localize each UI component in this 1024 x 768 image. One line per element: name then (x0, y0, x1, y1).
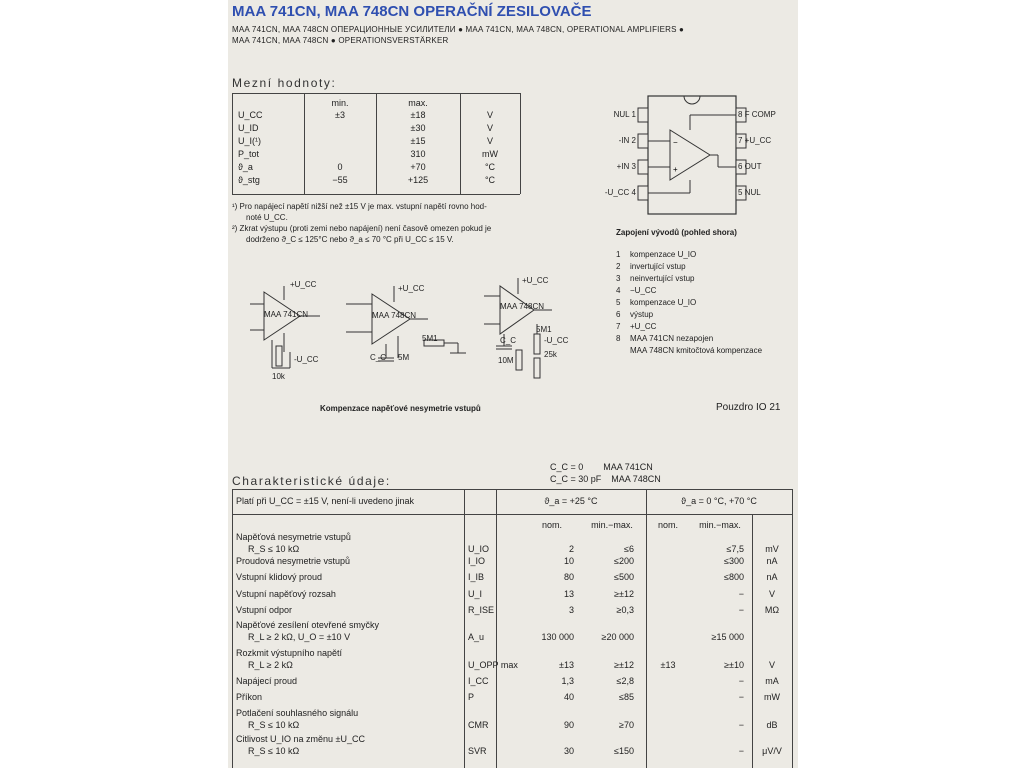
pin-2-label: -IN 2 (618, 136, 636, 145)
char-row-nom-25: 90 (563, 720, 574, 730)
temp-header-1: ϑ_a = +25 °C (544, 496, 598, 506)
limits-unit: V (486, 123, 493, 133)
char-row-name: Proudová nesymetrie vstupů (236, 556, 351, 566)
cc-note-2: C_C = 30 pF MAA 748CN (550, 474, 661, 484)
limits-unit: mW (482, 149, 498, 159)
limits-param: P_tot (238, 149, 260, 159)
pin-list-text: invertující vstup (630, 262, 686, 271)
char-row-unit: V (768, 589, 775, 599)
char-row-symbol: I_IB (468, 572, 485, 582)
char-row-minmax-25: ≤85 (619, 692, 634, 702)
circuit-3-mvcc-label: -U_CC (544, 336, 569, 345)
limits-max: ±18 (410, 110, 426, 120)
pin-3-label: +IN 3 (616, 162, 636, 171)
limits-param: U_ID (238, 123, 259, 133)
char-row-name: Potlačení souhlasného signálu (236, 708, 359, 718)
char-row-condition: R_L ≥ 2 kΩ, U_O = ±10 V (248, 632, 351, 642)
char-row-minmax-range: ≥15 000 (711, 632, 744, 642)
subtitle-line-1: MAA 741CN, MAA 748CN ОПЕРАЦИОННЫЕ УСИЛИТЕЛИ ● MAA 741CN, MAA 748CN, OPERATIONAL AMPLIFIERS ● (232, 25, 685, 34)
pin-list-text: +U_CC (630, 322, 657, 331)
limits-unit: V (486, 110, 493, 120)
limits-min: −55 (332, 175, 348, 185)
pin-list-text: neinvertující vstup (630, 274, 695, 283)
circuit-2-r5m1-label: 5M1 (422, 334, 438, 343)
circuit-3-r10m-label: 10M (498, 356, 514, 365)
char-row-unit: mA (765, 676, 779, 686)
char-row-minmax-25: ≤6 (624, 544, 634, 554)
char-row-nom-25: ±13 (559, 660, 574, 670)
char-row-unit: dB (766, 720, 778, 730)
char-row-minmax-range: − (738, 605, 744, 615)
pin-list-text: kompenzace U_IO (630, 298, 697, 307)
char-row-symbol: CMR (468, 720, 489, 730)
circuit-1-r10k-label: 10k (272, 372, 285, 381)
char-row-nom-25: 10 (563, 556, 574, 566)
pin-list-number: 4 (616, 286, 621, 295)
limits-max: 310 (410, 149, 426, 159)
limits-max: +70 (410, 162, 426, 172)
char-row-minmax-25: ≤150 (614, 746, 634, 756)
char-row-condition: R_L ≥ 2 kΩ (248, 660, 293, 670)
char-row-minmax-25: ≥±12 (614, 660, 634, 670)
char-row-minmax-25: ≤200 (614, 556, 634, 566)
package-label: Pouzdro IO 21 (716, 402, 781, 413)
char-row-condition: R_S ≤ 10 kΩ (248, 746, 300, 756)
char-row-nom-25: 1,3 (561, 676, 574, 686)
limits-max: +125 (407, 175, 429, 185)
pin-list-text: MAA 741CN nezapojen (630, 334, 714, 343)
pin-list-number: 1 (616, 250, 621, 259)
limits-param: U_I(¹) (238, 136, 261, 146)
col-head-minmax-2: min.−max. (699, 520, 741, 530)
limits-param: ϑ_a (238, 162, 253, 172)
char-row-nom-25: 40 (563, 692, 574, 702)
circuit-3-vcc-label: +U_CC (522, 276, 549, 285)
char-row-symbol: I_IO (468, 556, 486, 566)
char-row-minmax-range: − (738, 676, 744, 686)
circuit-1-chip-label: MAA 741CN (264, 310, 309, 319)
char-row-nom-25: 130 000 (541, 632, 574, 642)
limits-max: ±30 (410, 123, 426, 133)
circuit-3-cc-label: C_C (500, 336, 517, 345)
char-row-name: Vstupní klidový proud (236, 572, 323, 582)
char-row-name: Citlivost U_IO na změnu ±U_CC (236, 734, 365, 744)
pin-list-number: 6 (616, 310, 621, 319)
limits-note-2: ²) Zkrat výstupu (proti zemi nebo napájení) není časově omezen pokud je (232, 224, 492, 233)
col-head-minmax-1: min.−max. (591, 520, 633, 530)
col-head-nom-1: nom. (541, 520, 562, 530)
char-row-symbol: U_I (468, 589, 483, 599)
limits-note-1: ¹) Pro napájecí napětí nižší než ±15 V je max. vstupní napětí rovno hod- (232, 202, 487, 211)
circuit-2-r5m-label: 5M (398, 353, 410, 362)
pin-7-label: 7 +U_CC (738, 136, 772, 145)
characteristics-section-title: Charakteristické údaje: (232, 474, 391, 488)
char-row-name: Příkon (236, 692, 263, 702)
char-row-minmax-25: ≥70 (619, 720, 634, 730)
char-row-unit: nA (766, 572, 778, 582)
pin-list-text: kompenzace U_IO (630, 250, 697, 259)
char-row-unit: μV/V (762, 746, 782, 756)
pin-list-number: 5 (616, 298, 621, 307)
limits-unit: °C (484, 175, 496, 185)
limits-note-1b: noté U_CC. (246, 213, 288, 222)
char-row-name: Napěťové zesílení otevřené smyčky (236, 620, 379, 630)
char-row-symbol: SVR (468, 746, 487, 756)
char-row-unit: mV (765, 544, 779, 554)
pin-4-label: -U_CC 4 (604, 188, 636, 197)
char-row-nom-25: 30 (563, 746, 574, 756)
circuit-3-r25k-label: 25k (544, 350, 557, 359)
char-row-nom-25: 2 (568, 544, 574, 554)
char-row-symbol: U_IO (468, 544, 490, 554)
char-row-name: Rozkmit výstupního napětí (236, 648, 343, 658)
limits-max: ±15 (410, 136, 426, 146)
char-row-nom-range: ±13 (660, 660, 676, 670)
limits-section-title: Mezní hodnoty: (232, 76, 337, 90)
limits-param: ϑ_stg (238, 175, 260, 185)
char-row-minmax-range: ≤7,5 (726, 544, 744, 554)
char-row-minmax-25: ≥20 000 (601, 632, 634, 642)
char-row-nom-25: 13 (563, 589, 574, 599)
limits-param: U_CC (238, 110, 263, 120)
circuit-2-cc-label: C_C (370, 353, 387, 362)
col-head-nom-2: nom. (657, 520, 678, 530)
char-row-name: Napěťová nesymetrie vstupů (236, 532, 351, 542)
pinout-caption: Zapojení vývodů (pohled shora) (616, 228, 737, 237)
char-row-minmax-25: ≥±12 (614, 589, 634, 599)
char-row-condition: R_S ≤ 10 kΩ (248, 720, 300, 730)
char-row-unit: mW (764, 692, 780, 702)
char-row-name: Napájecí proud (236, 676, 298, 686)
char-row-symbol: A_u (468, 632, 485, 642)
temp-header-2: ϑ_a = 0 °C, +70 °C (681, 496, 757, 506)
char-row-nom-25: 80 (563, 572, 574, 582)
char-row-minmax-range: ≥±10 (724, 660, 744, 670)
pin-1-label: NUL 1 (613, 110, 636, 119)
char-row-name: Vstupní odpor (236, 605, 293, 615)
char-row-symbol: U_OPP max (468, 660, 518, 670)
pin-list-number: 7 (616, 322, 621, 331)
circuits-caption: Kompenzace napěťové nesymetrie vstupů (320, 404, 481, 413)
char-row-minmax-range: − (738, 720, 744, 730)
circuit-1-vcc-label: +U_CC (290, 280, 317, 289)
condition-header: Platí při U_CC = ±15 V, není-li uvedeno jinak (236, 496, 414, 506)
char-row-minmax-range: ≤300 (724, 556, 744, 566)
char-row-minmax-range: ≤800 (724, 572, 744, 582)
char-row-minmax-25: ≤500 (614, 572, 634, 582)
circuit-3-chip-label: MAA 748CN (500, 302, 545, 311)
char-row-unit: nA (766, 556, 778, 566)
circuit-2-vcc-label: +U_CC (398, 284, 425, 293)
char-row-nom-25: 3 (568, 605, 574, 615)
svg-text:−: − (673, 138, 678, 147)
pin-5-label: 5 NUL (738, 188, 761, 197)
char-row-minmax-25: ≥0,3 (616, 605, 634, 615)
char-row-minmax-range: − (738, 692, 744, 702)
circuit-1-mvcc-label: -U_CC (294, 355, 319, 364)
limits-unit: °C (484, 162, 496, 172)
char-row-minmax-25: ≤2,8 (616, 676, 634, 686)
char-row-symbol: I_CC (468, 676, 489, 686)
limits-head-min: min. (331, 98, 349, 108)
limits-note-2b: dodrženo ϑ_C ≤ 125°C nebo ϑ_a ≤ 70 °C při U_CC ≤ 15 V. (246, 235, 454, 244)
pin-list-text: výstup (630, 310, 654, 319)
pin-6-label: 6 OUT (738, 162, 762, 171)
subtitle-line-2: MAA 741CN, MAA 748CN ● OPERATIONSVERSTÄRKER (232, 36, 449, 45)
pin-8-label: 8 F COMP (738, 110, 776, 119)
char-row-symbol: R_ISE (468, 605, 495, 615)
cc-note-1: C_C = 0 MAA 741CN (550, 462, 653, 472)
char-row-minmax-range: − (738, 589, 744, 599)
pin-list-text: MAA 748CN kmitočtová kompenzace (630, 346, 763, 355)
char-row-unit: V (768, 660, 775, 670)
datasheet-page (228, 0, 798, 768)
limits-min: 0 (337, 162, 343, 172)
limits-head-max: max. (408, 98, 428, 108)
svg-text:+: + (673, 165, 678, 174)
limits-min: ±3 (335, 110, 345, 120)
char-row-symbol: P (468, 692, 475, 702)
limits-unit: V (486, 136, 493, 146)
char-row-minmax-range: − (738, 746, 744, 756)
char-row-condition: R_S ≤ 10 kΩ (248, 544, 300, 554)
pin-list-number: 8 (616, 334, 621, 343)
circuit-2-chip-label: MAA 748CN (372, 311, 417, 320)
pin-list-number: 2 (616, 262, 621, 271)
char-row-unit: MΩ (764, 605, 780, 615)
circuit-3-r5m1-label: 5M1 (536, 325, 552, 334)
pin-list-number: 3 (616, 274, 621, 283)
pin-list-text: −U_CC (630, 286, 657, 295)
char-row-name: Vstupní napěťový rozsah (236, 589, 336, 599)
page-title: MAA 741CN, MAA 748CN OPERAČNÍ ZESILOVAČE (232, 3, 592, 20)
